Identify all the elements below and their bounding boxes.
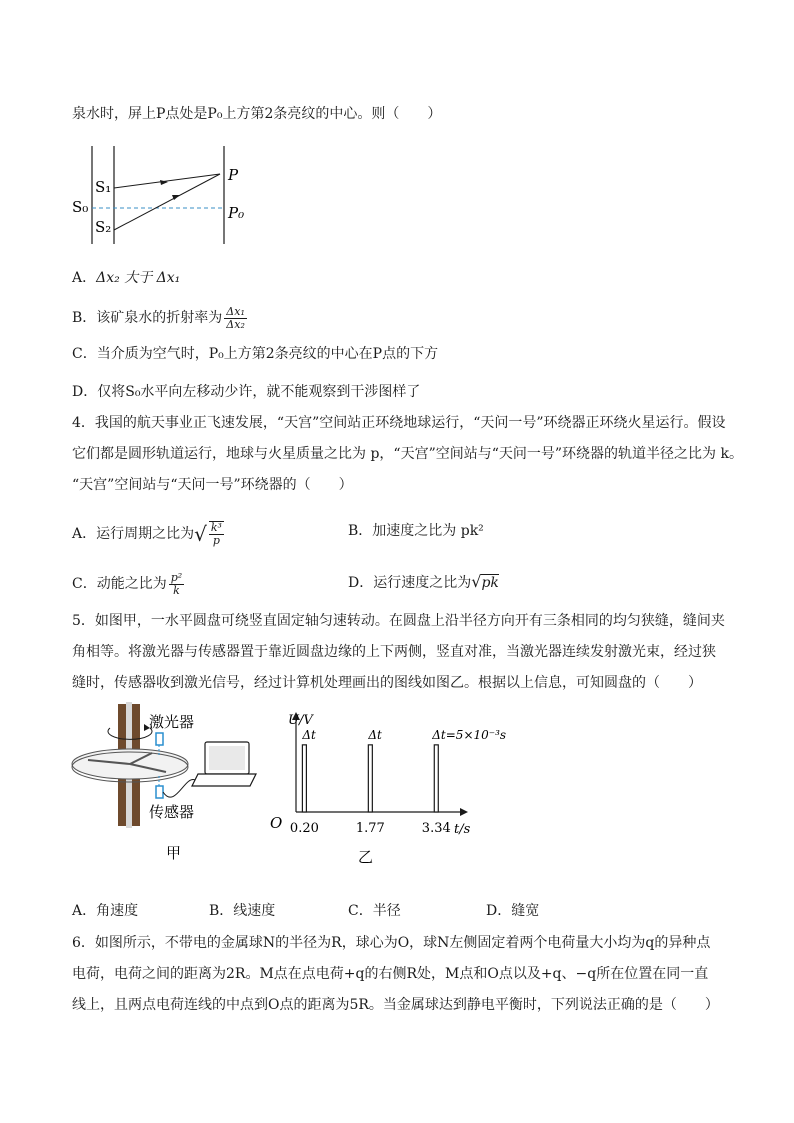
q3-option-a: A．Δx₂ 大于 Δx₁ [72,270,181,286]
disk-apparatus-figure [70,700,270,865]
pulse-bar [368,745,372,812]
x-axis-label: t/s [454,822,471,837]
label-p0: P₀ [228,204,245,222]
q6-line-1: 6．如图所示，不带电的金属球N的半径为R，球心为O，球N左侧固定着两个电荷量大小均为q的异种点 [72,935,711,951]
q4-option-b: B．加速度之比为 pk² [348,523,484,539]
q5-option-b: B．线速度 [209,903,276,919]
label-s1: S₁ [95,178,112,196]
voltage-time-chart [268,704,507,866]
q4-option-d: D．运行速度之比为√pk [348,572,499,591]
q4-line-2: 它们都是圆形轨道运行，地球与火星质量之比为 p，“天宫”空间站与“天问一号”环绕器的轨道半径之比为 k。 [72,446,743,462]
x-axis-arrow [460,808,468,816]
laser-device-icon [156,733,163,745]
pulse-bar [302,745,306,812]
q4-option-c: C．动能之比为 $\frac{\text{p²}}{k}$ [72,570,183,597]
q5-option-d: D．缝宽 [486,903,540,919]
pulse-annotation: Δt [368,727,382,742]
q6-line-3: 线上，且两点电荷连线的中点到O点的距离为5R。当金属球达到静电平衡时，下列说法正确的是（ ） [72,997,719,1013]
label-p: P [228,166,239,184]
q5-option-a: A．角速度 [72,903,139,919]
q4-line-3: “天宫”空间站与“天问一号”环绕器的（ ） [72,477,353,493]
pulse-annotation: Δt=5×10⁻³s [432,727,507,742]
q6-line-2: 电荷，电荷之间的距离为2R。M点在点电荷+q的右侧R处，M点和O点以及+q、−q所在位置在同一直 [72,966,709,982]
pulse-bar [434,745,438,812]
q3-option-c: C．当介质为空气时，P₀上方第2条亮纹的中心在P点的下方 [72,346,439,362]
figure-yi-caption: 乙 [358,848,374,866]
q4-line-1: 4．我国的航天事业正飞速发展，“天宫”空间站正环绕地球运行，“天问一号”环绕器正环绕火星运行。假设 [72,415,726,431]
q5-line-1: 5．如图甲，一水平圆盘可绕竖直固定轴匀速转动。在圆盘上沿半径方向开有三条相同的均匀狭缝，缝间夹 [72,613,725,629]
sensor-device-icon [156,786,163,798]
q3-option-d: D．仅将S₀水平向左移动少许，就不能观察到干涉图样了 [72,384,421,400]
x-tick-label: 1.77 [355,821,385,836]
q3-intro-line: 泉水时，屏上P点处是P₀上方第2条亮纹的中心。则（ ） [72,106,442,122]
q3-option-b: B．该矿泉水的折射率为 $\frac{\text{Δx₁}}{\text{Δx₂}}$ [72,304,245,331]
figure-jia-caption: 甲 [166,844,182,862]
ray-from-s1 [114,174,220,188]
pulse-series [290,728,506,836]
q4-option-a: A．运行周期之比为√ $\frac{\text{k³}}{p}$ [72,521,222,547]
sensor-cable [163,780,195,798]
x-tick-label: 0.20 [289,821,319,836]
x-tick-label: 3.34 [421,821,451,836]
q5-line-3: 缝时，传感器收到激光信号，经过计算机处理画出的图线如图乙。根据以上信息，可知圆盘的（ ） [72,675,702,691]
origin-label: O [270,814,283,832]
label-s2: S₂ [95,218,112,236]
double-slit-diagram [68,140,258,250]
laser-label: 激光器 [149,713,195,731]
q5-option-c: C．半径 [348,903,401,919]
label-s0: S₀ [72,198,89,216]
q5-line-2: 角相等。将激光器与传感器置于靠近圆盘边缘的上下两侧，竖直对准，当激光器连续发射激光束，经过狭 [72,644,716,660]
laptop-keyboard-icon [192,774,256,786]
pulse-annotation: Δt [302,727,316,742]
y-axis-label: U/V [288,713,313,728]
sensor-label: 传感器 [149,803,195,821]
